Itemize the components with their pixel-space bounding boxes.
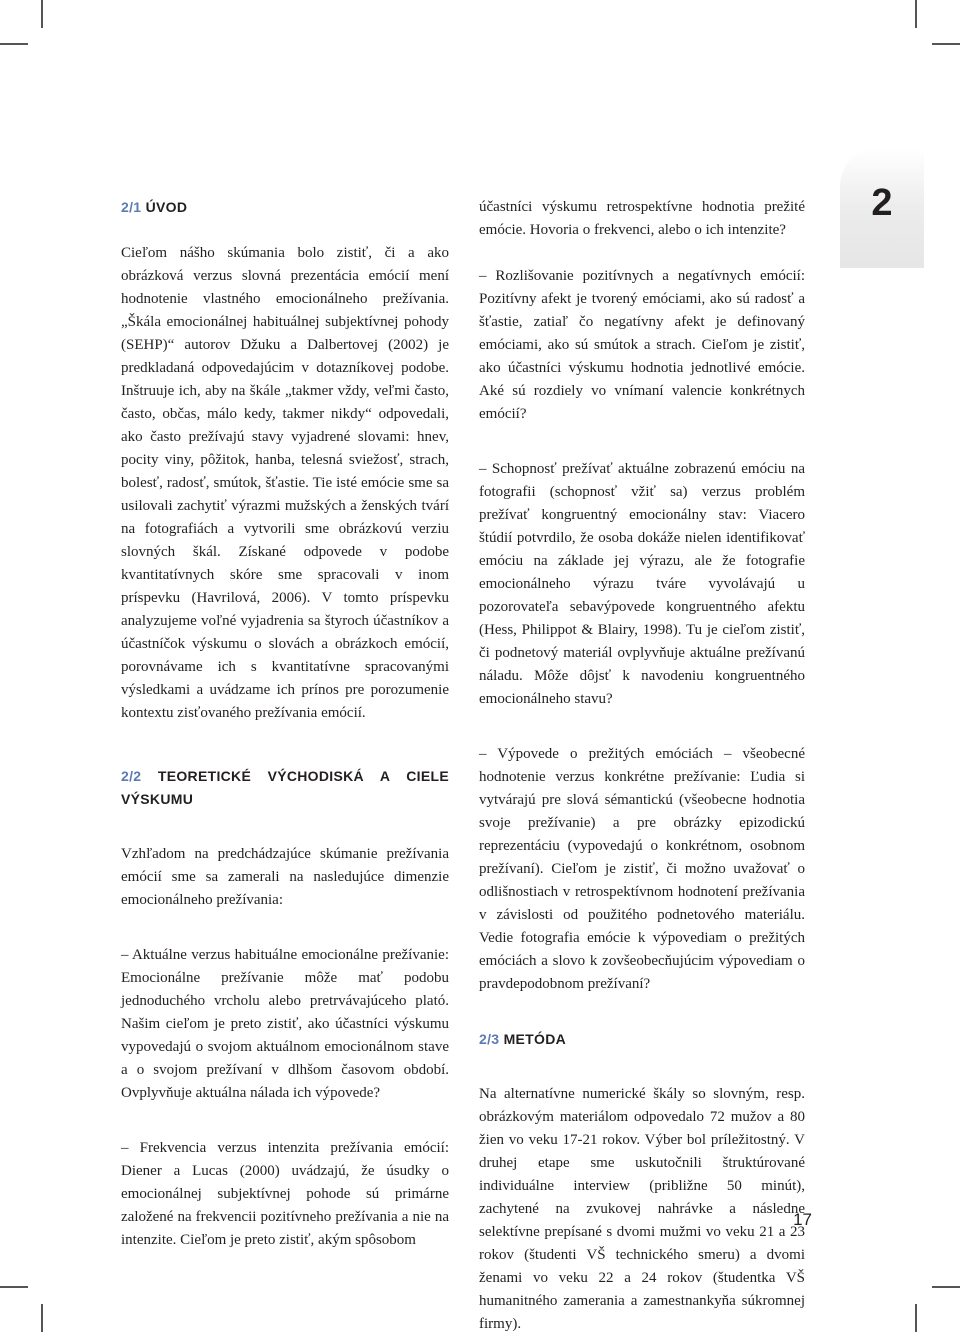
crop-mark (41, 0, 43, 28)
chapter-number: 2 (871, 182, 893, 224)
section-title: TEORETICKÉ VÝCHODISKÁ A CIELE VÝSKUMU (121, 768, 449, 807)
crop-mark (0, 43, 28, 45)
section-heading-intro (121, 196, 449, 219)
crop-mark (932, 43, 960, 45)
paragraph: – Výpovede o prežitých emóciách – všeobecné hodnotenie verzus konkrétne prežívanie: Ľudia si vytvárajú pre slová sémantickú (všeobecne hodnotia svoje prežívanie) a pre obrázky epizodickú reprezentáciu (vypovedajú o konkrétnom, osobnom prežívaní). Cieľom je zistiť, či možno uvažovať o odlišnostiach v retrospektívnom hodnotení prežívania v závislosti od použitého podnetového materiálu. Vedie fotografia emócie k výpovediam o prežitých emóciách a slovo k zovšeobecňujúcim výpovediam o pravdepodobnom prežívaní? (479, 746, 805, 992)
chapter-badge (840, 148, 924, 268)
paragraph: – Aktuálne verzus habituálne emocionálne prežívanie: Emocionálne prežívanie môže mať podobu jednoduchého vrcholu alebo pretrvávajúceho plató. Našim cieľom je preto zistiť, ako účastníci výskumu vypovedajú o svojom aktuálnom emocionálnom stave a o svojom prežívaní v dlhšom časovom období. Ovplyvňuje aktuálna nálada ich výpovede? (121, 947, 449, 1101)
crop-mark (41, 1304, 43, 1332)
section-number: 2/2 (121, 768, 142, 784)
left-column (121, 196, 449, 1252)
paragraph: – Rozlišovanie pozitívnych a negatívnych emócií: Pozitívny afekt je tvorený emóciami, ako sú radosť a šťastie, zatiaľ čo negatívny afekt je definovaný emóciami, ako sú smútok a strach. Cieľom je zistiť, ako účastníci výskumu hodnotia jednotlivé emócie. Aké sú rozdiely vo vnímaní valencie konkrétnych emócií? (479, 268, 805, 422)
crop-mark (915, 1304, 917, 1332)
crop-mark (915, 0, 917, 28)
right-column (479, 196, 805, 1336)
section-title: METÓDA (503, 1031, 567, 1047)
section-number: 2/1 (121, 199, 142, 215)
section-heading-method (479, 1028, 805, 1051)
paragraph: účastníci výskumu retrospektívne hodnotia prežité emócie. Hovoria o frekvenci, alebo o ich intenzite? (479, 199, 805, 238)
crop-mark (0, 1286, 28, 1288)
paragraph: Vzhľadom na predchádzajúce skúmanie prežívania emócií sme sa zamerali na nasledujúce dimenzie emocionálneho prežívania: (121, 846, 449, 908)
paragraph: Cieľom nášho skúmania bolo zistiť, či a ako obrázková verzus slovná prezentácia emócií mení hodnotenie vlastného emocionálneho prežívania. „Škála emocionálnej habituálnej subjektívnej pohody (SEHP)“ autorov Džuku a Dalbertovej (2002) je predkladaná odpovedajúcim v dotazníkovej podobe. Inštruuje ich, aby na škále „takmer vždy, veľmi často, často, občas, málo kedy, takmer nikdy“ odpovedali, ako často prežívajú stavy vyjadrené slovami: hnev, pocity viny, pôžitok, hanba, telesná sviežosť, strach, bolesť, radosť, smútok, šťastie. Tie isté emócie sme sa usilovali zachytiť výrazmi mužských a ženských tvárí na fotografiách a vytvorili sme obrázkovú verziu slovných škál. Získané odpovede v podobe kvantitatívnych skóre sme spracovali v inom príspevku (Havrilová, 2006). V tomto príspevku analyzujeme voľné vyjadrenia sa štyroch účastníkov a účastníčok výskumu o slovách a obrázkoch emócií, porovnávame ich s kvantitatívne spracovanými výsledkami a uvádzame ich prínos pre porozumenie kontextu zisťovaného prežívania emócií. (121, 245, 449, 721)
page-number: 17 (793, 1210, 812, 1229)
paragraph: – Schopnosť prežívať aktuálne zobrazenú emóciu na fotografii (schopnosť vžiť sa) verzus problém prežívať kongruentný emocionálny stav: Viacero štúdií potvrdilo, že osoba dokáže nielen identifikovať emóciu na základe jej výrazu, ale že fotografie emocionálneho výrazu tváre vyvolávajú u pozorovateľa sebavýpovede kongruentného afektu (Hess, Philippot & Blairy, 1998). Tu je cieľom zistiť, či podnetový materiál ovplyvňuje aktuálne prežívanú náladu. Môže dôjsť k navodeniu kongruentného emocionálneho stavu? (479, 461, 805, 707)
paragraph: – Frekvencia verzus intenzita prežívania emócií: Diener a Lucas (2000) uvádzajú, že úsudky o emocionálnej subjektívnej pohode sú primárne založené na frekvencii pozitívneho prežívania a nie na intenzite. Cieľom je preto zistiť, akým spôsobom (121, 1140, 449, 1248)
section-title: ÚVOD (145, 199, 188, 215)
paragraph: Na alternatívne numerické škály so slovným, resp. obrázkovým materiálom odpovedalo 72 mužov a 80 žien vo veku 17-21 rokov. Výber bol príležitostný. V druhej etape sme uskutočnili štruktúrované individuálne interview (približne 50 minút), zachytené na zvukovej nahrávke a následne selektívne prepísané s dvomi mužmi vo veku 21 a 23 rokov (študenti VŠ technického smeru) a dvomi ženami vo veku 22 a 24 rokov (študentka VŠ humanitného zamerania a zamestnankyňa súkromnej firmy). (479, 1086, 805, 1332)
section-number: 2/3 (479, 1031, 500, 1047)
crop-mark (932, 1286, 960, 1288)
section-heading-theory (121, 765, 449, 811)
